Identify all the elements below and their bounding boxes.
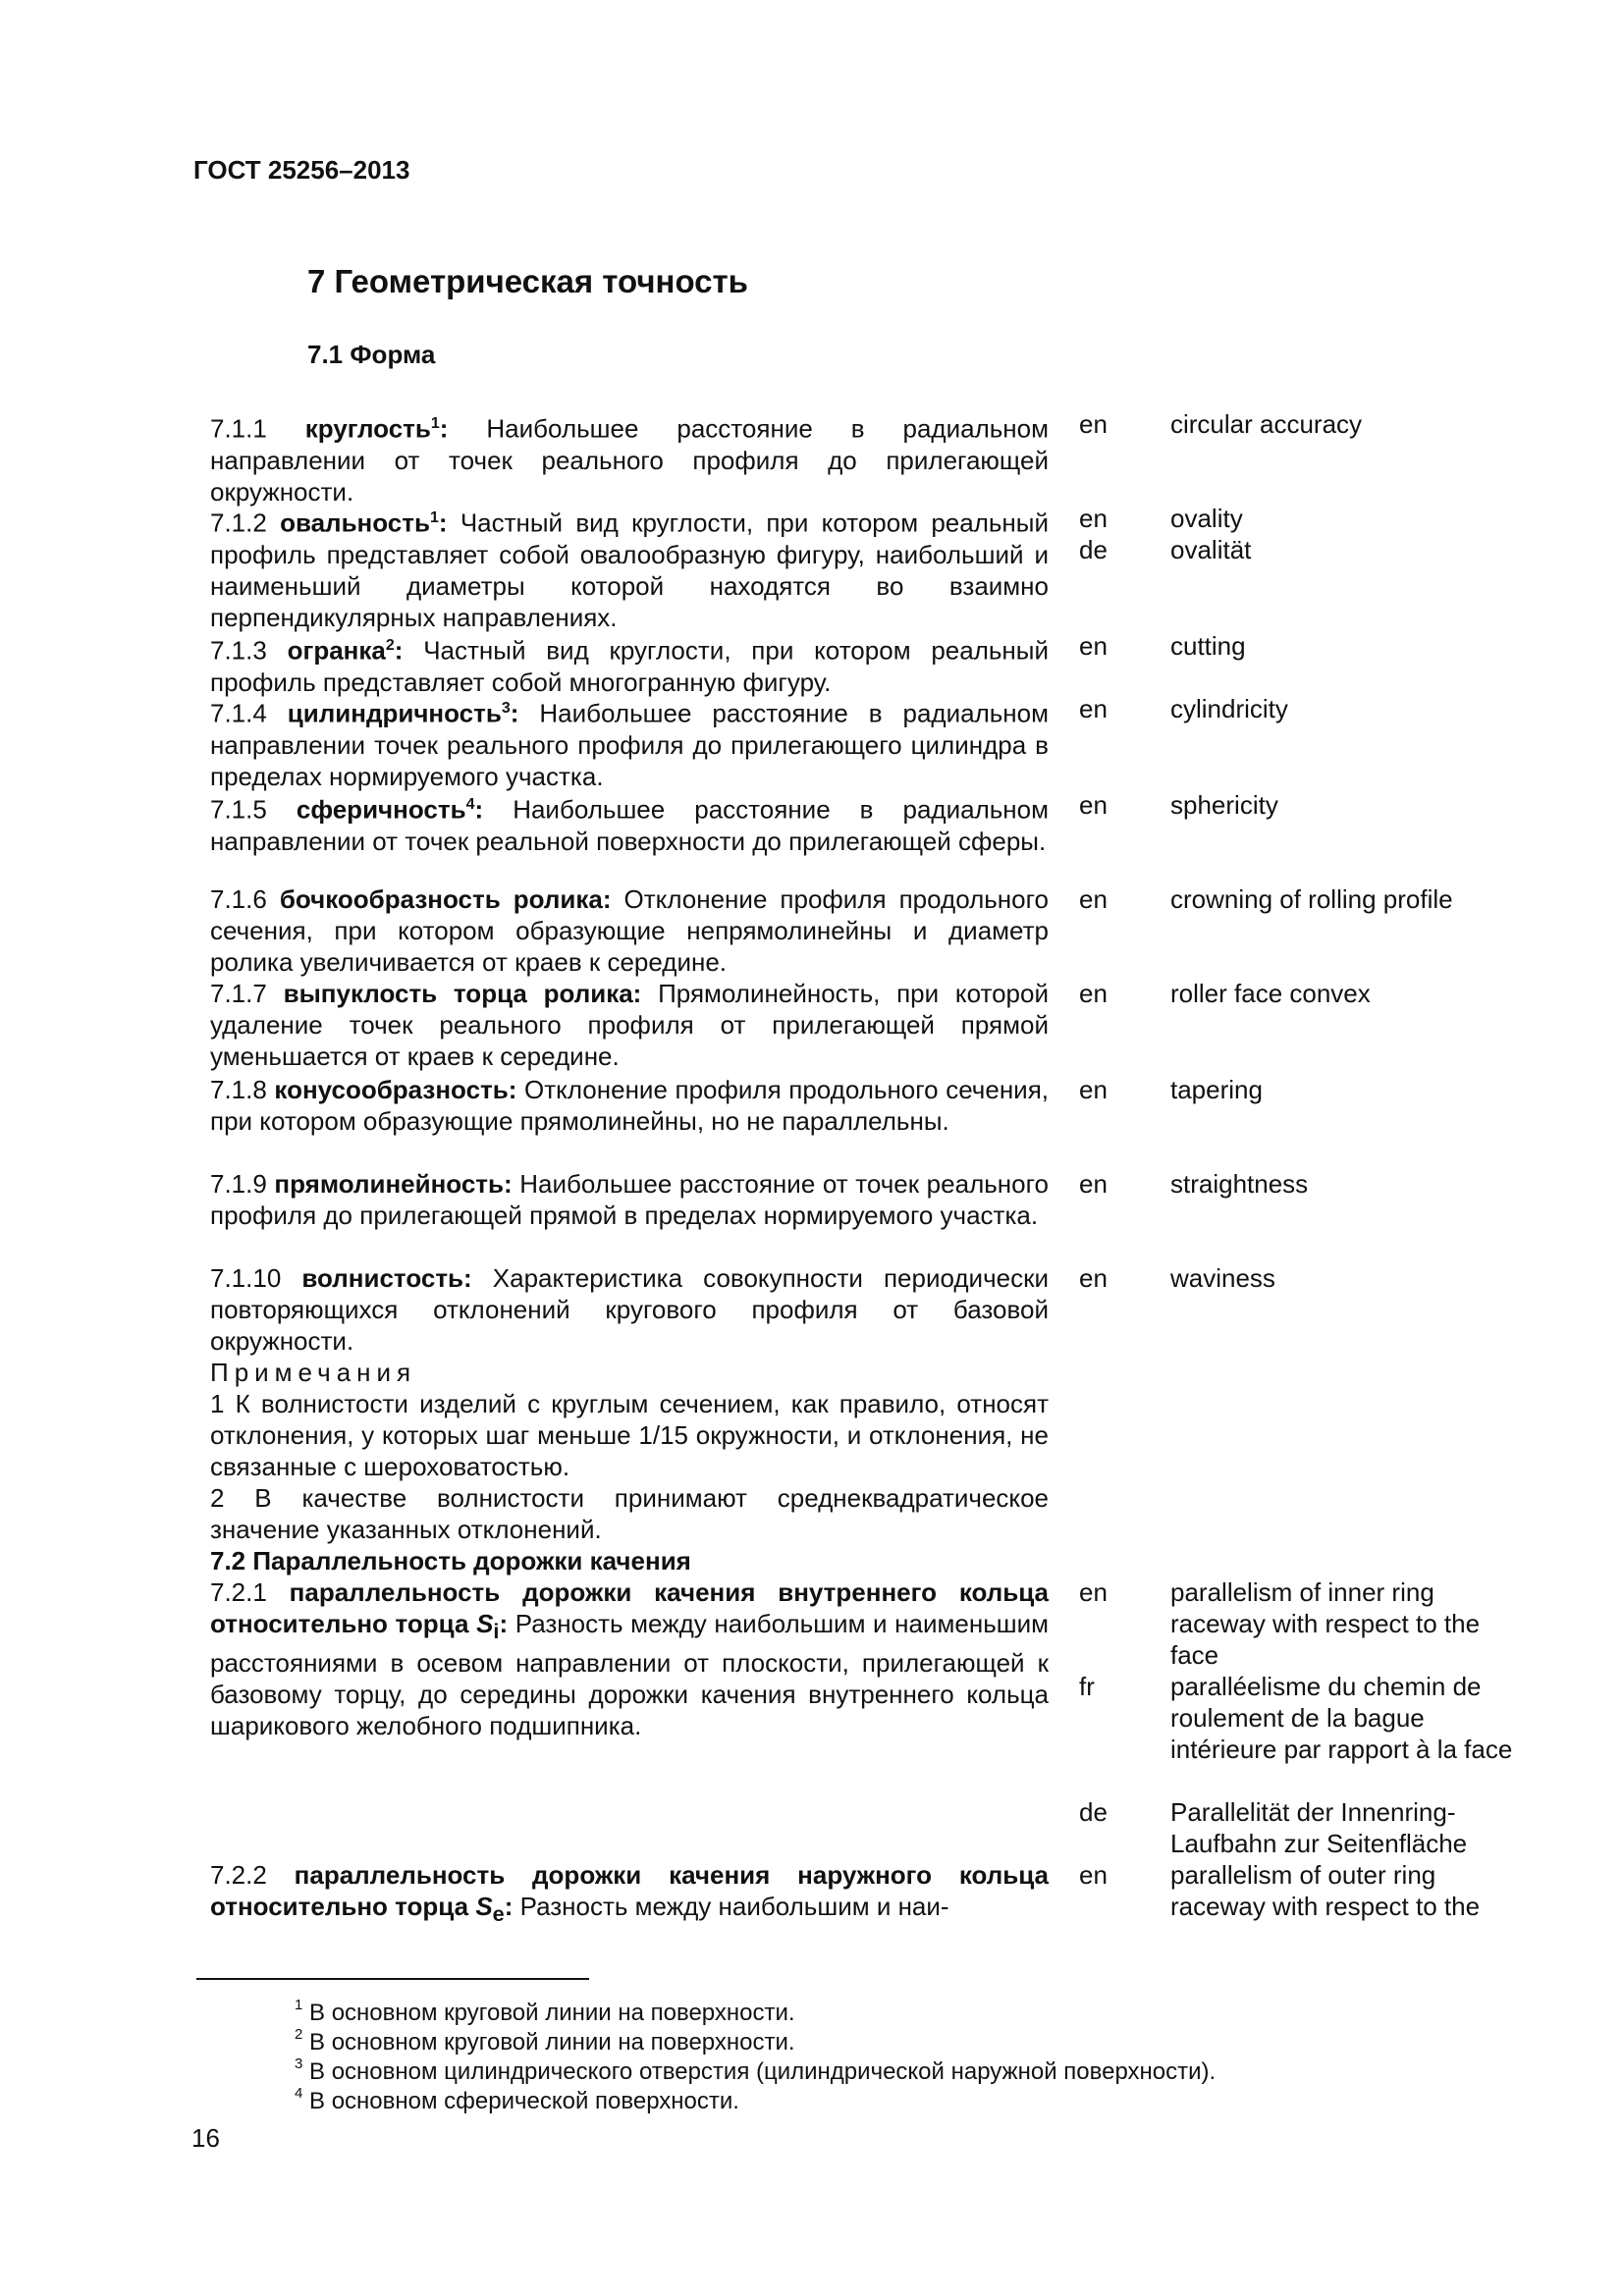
term-definition: Частный вид круглости, при котором реальный профиль представляет собой овалообразную фигуру, наибольший и наименьший диаметры которой находятся во взаимно перпендикулярных направлениях. <box>210 507 1049 632</box>
term-number: 7.1.6 <box>210 884 267 914</box>
footnote-ref: 4 <box>465 796 475 813</box>
term-translation: ovalität <box>1170 535 1252 564</box>
footnote-ref: 3 <box>501 700 511 717</box>
section-7-2-title: 7.2 Параллельность дорожки качения <box>210 1546 691 1575</box>
lang-code: en <box>1079 1860 1108 1890</box>
lang-code: de <box>1079 535 1108 564</box>
term-translation: straightness <box>1170 1169 1309 1199</box>
lang-code: en <box>1079 1263 1108 1293</box>
term-7-1-1: 7.1.1 круглость$^1$: Наибольшее расстояние в радиальном направлении от точек реального профиля до прилегающей окружности. <box>210 413 1049 507</box>
term-number: 7.1.4 <box>210 698 267 728</box>
notes-heading: Примечания <box>210 1358 417 1387</box>
term-translation: sphericity <box>1170 790 1278 820</box>
term-translation: roller face convex <box>1170 979 1371 1008</box>
term-number: 7.1.9 <box>210 1169 267 1199</box>
term-name: прямолинейность: <box>274 1169 513 1199</box>
term-definition: Наибольшее расстояние в радиальном направлении от точек реальной поверхности до прилегающей сферы. <box>210 794 1049 856</box>
term-7-1-3: 7.1.3 огранка$^2$: Частный вид круглости, при котором реальный профиль представляет собой многогранную фигуру. <box>210 635 1049 697</box>
note-item: 2 В качестве волнистости принимают среднеквадратическое значение указанных отклонений. <box>210 1483 1049 1544</box>
lang-code: en <box>1079 1075 1108 1104</box>
term-translation: tapering <box>1170 1075 1263 1104</box>
section-title: 7 Геометрическая точность <box>307 263 748 299</box>
term-translation: ovality <box>1170 504 1243 533</box>
lang-code: en <box>1079 979 1108 1008</box>
term-definition: Наибольшее расстояние в радиальном направлении точек реального профиля до прилегающего цилиндра в пределах нормируемого участка. <box>210 698 1049 791</box>
term-number: 7.2.2 <box>210 1860 267 1890</box>
term-number: 7.2.1 <box>210 1577 267 1607</box>
term-number: 7.1.7 <box>210 979 267 1008</box>
term-name: выпуклость торца ролика: <box>283 979 642 1008</box>
term-7-1-9 <box>210 1168 1049 1231</box>
term-name: овальность <box>280 507 430 538</box>
footnote-number: 4 <box>295 2085 303 2102</box>
footnote-number: 3 <box>295 2056 303 2072</box>
symbol-subscript: e <box>492 1901 505 1927</box>
term-name: огранка <box>287 635 386 666</box>
term-number: 7.1.8 <box>210 1075 267 1104</box>
footnote-ref: 1 <box>430 415 440 432</box>
term-7-1-5: 7.1.5 сферичность$^4$: Наибольшее расстояние в радиальном направлении от точек реальной поверхности до прилегающей сферы. <box>210 794 1049 856</box>
term-7-1-4: 7.1.4 цилиндричность$^3$: Наибольшее расстояние в радиальном направлении точек реального профиля до прилегающего цилиндра в пределах нормируемого участка. <box>210 698 1049 791</box>
lang-code: en <box>1079 409 1108 439</box>
term-number: 7.1.5 <box>210 794 267 825</box>
term-number: 7.1.2 <box>210 507 267 538</box>
term-name: круглость <box>304 413 431 444</box>
lang-code: de <box>1079 1797 1108 1827</box>
term-translation: Parallelität der Innenring-Laufbahn zur Seitenfläche <box>1170 1797 1468 1858</box>
document-id: ГОСТ 25256–2013 <box>193 155 410 185</box>
lang-code: en <box>1079 790 1108 820</box>
footnote-separator <box>196 1978 589 1980</box>
term-translation: circular accuracy <box>1170 409 1363 439</box>
page-number: 16 <box>191 2123 220 2153</box>
term-name: параллельность дорожки качения внутреннего кольца относительно торца <box>210 1577 1049 1638</box>
lang-code: en <box>1079 694 1108 723</box>
term-definition: Прямолинейность, при которой удаление точек реального профиля от прилегающей прямой уменьшается от краев к середине. <box>210 979 1049 1071</box>
term-7-1-2: 7.1.2 овальность$^1$: Частный вид круглости, при котором реальный профиль представляет собой овалообразную фигуру, наибольший и наименьший диаметры которой находятся во взаимно перпендикулярных направлениях. <box>210 507 1049 632</box>
term-definition: Наибольшее расстояние от точек реального профиля до прилегающей прямой в пределах нормируемого участка. <box>210 1169 1049 1230</box>
term-name: цилиндричность <box>287 698 502 728</box>
lang-code: en <box>1079 631 1108 661</box>
subsection-title: 7.1 Форма <box>307 340 436 369</box>
term-name: параллельность дорожки качения наружного кольца относительно торца <box>210 1860 1049 1921</box>
lang-code: fr <box>1079 1672 1095 1701</box>
lang-code: en <box>1079 504 1108 533</box>
symbol: S <box>475 1892 493 1921</box>
term-name: сферичность <box>296 794 466 825</box>
term-name: волнистость: <box>301 1263 472 1293</box>
term-translation: cylindricity <box>1170 694 1288 723</box>
term-number: 7.1.10 <box>210 1263 282 1293</box>
footnote-ref: 2 <box>385 637 395 654</box>
term-7-2-2: 7.2.2 параллельность дорожки качения наружного кольца относительно торца $S_e$: Разность между наибольшим и наи- <box>210 1860 1049 1927</box>
footnote-ref: 1 <box>429 509 439 526</box>
footnote-text: В основном круговой линии на поверхности. <box>309 2029 795 2056</box>
footnote-text: В основном круговой линии на поверхности. <box>309 2000 795 2026</box>
term-name: конусообразность: <box>274 1075 517 1104</box>
footnote-text: В основном сферической поверхности. <box>309 2088 739 2114</box>
term-7-1-6 <box>210 883 1049 978</box>
term-translation: parallelism of inner ring raceway with respect to the face <box>1170 1577 1481 1670</box>
term-definition: Наибольшее расстояние в радиальном направлении от точек реального профиля до прилегающей окружности. <box>210 413 1049 507</box>
footnote-number: 1 <box>295 1997 303 2013</box>
term-definition: Характеристика совокупности периодически повторяющихся отклонений кругового профиля от базовой окружности. <box>210 1263 1049 1356</box>
term-7-2-1: 7.2.1 параллельность дорожки качения внутреннего кольца относительно торца $S_i$: Разность между наибольшим и наименьшим расстояниями в осевом направлении от плоскости, прилегающей к базовому торцу, до середины дорожки качения внутреннего кольца шарикового желобного подшипника. <box>210 1577 1049 1741</box>
lang-code: en <box>1079 1169 1108 1199</box>
term-definition: Отклонение профиля продольного сечения, при котором образующие прямолинейны, но не параллельны. <box>210 1075 1049 1136</box>
symbol-subscript: i <box>493 1619 500 1644</box>
term-translation: crowning of rolling profile <box>1170 884 1453 914</box>
term-7-1-10 <box>210 1262 1049 1357</box>
lang-code: en <box>1079 1577 1108 1607</box>
term-definition: Разность между наибольшим и наименьшим расстояниями в осевом направлении от плоскости, прилегающей к базовому торцу, до середины дорожки качения внутреннего кольца шарикового желобного подшипника. <box>210 1609 1049 1741</box>
term-number: 7.1.1 <box>210 413 267 444</box>
lang-code: en <box>1079 884 1108 914</box>
footnote-text: В основном цилиндрического отверстия (цилиндрической наружной поверхности). <box>309 2058 1217 2085</box>
term-name: бочкообразность ролика: <box>279 884 612 914</box>
footnote <box>295 2081 739 2116</box>
term-7-1-8 <box>210 1074 1049 1137</box>
term-7-1-7 <box>210 978 1049 1072</box>
term-definition: Частный вид круглости, при котором реальный профиль представляет собой многогранную фигуру. <box>210 635 1049 697</box>
term-translation: paralléelisme du chemin de roulement de la bague intérieure par rapport à la face <box>1170 1672 1513 1764</box>
symbol: S <box>476 1609 494 1638</box>
term-translation: waviness <box>1170 1263 1275 1293</box>
term-translation: cutting <box>1170 631 1246 661</box>
term-definition: Разность между наибольшим и наи- <box>519 1892 949 1921</box>
term-number: 7.1.3 <box>210 635 267 666</box>
note-item: 1 К волнистости изделий с круглым сечением, как правило, относят отклонения, у которых шаг меньше 1/15 окружности, и отклонения, не связанные с шероховатостью. <box>210 1389 1049 1481</box>
term-translation: parallelism of outer ring raceway with respect to the <box>1170 1860 1481 1921</box>
footnote-number: 2 <box>295 2026 303 2043</box>
term-definition: Отклонение профиля продольного сечения, при котором образующие непрямолинейны и диаметр ролика увеличивается от краев к середине. <box>210 884 1049 977</box>
